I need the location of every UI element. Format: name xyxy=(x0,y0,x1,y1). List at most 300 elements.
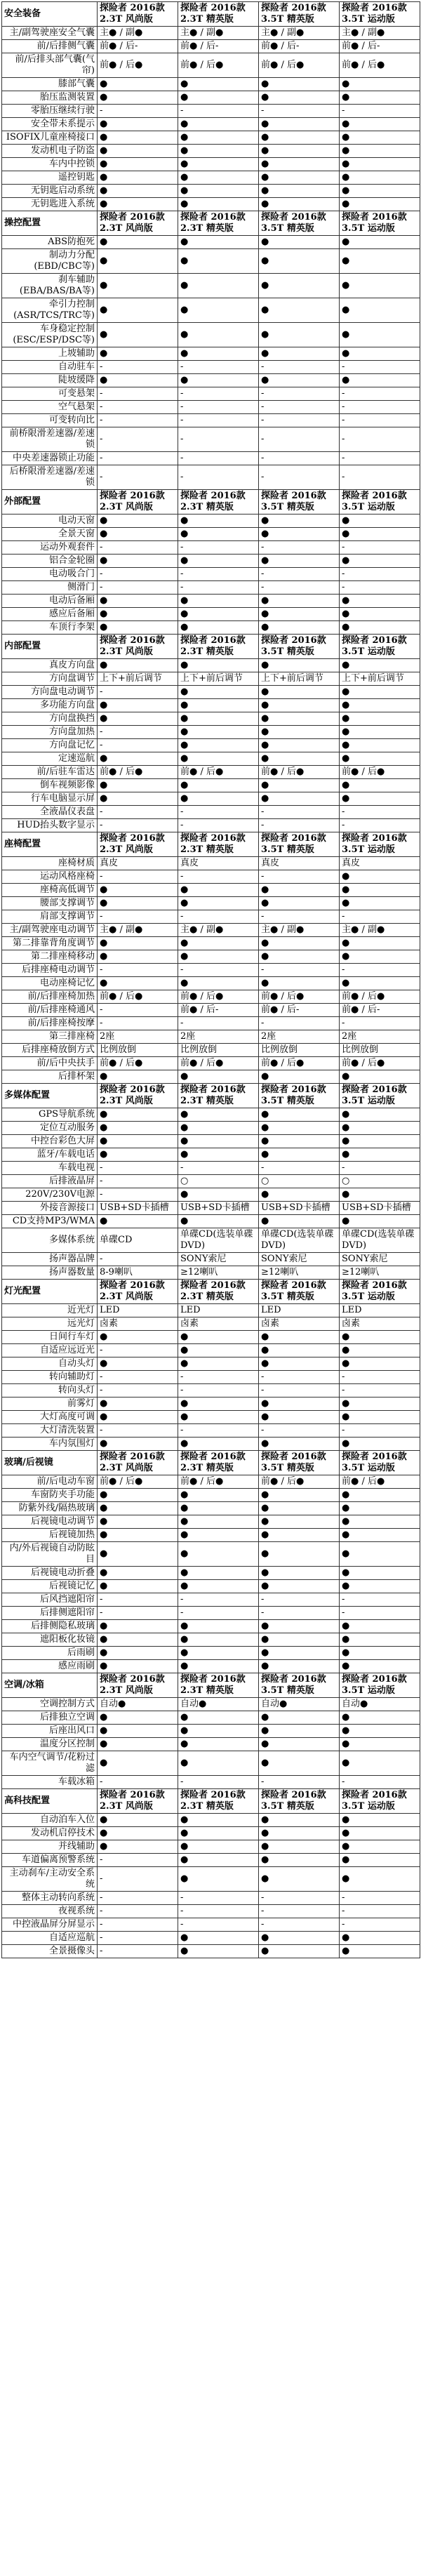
spec-value: - xyxy=(340,401,420,414)
spec-row xyxy=(2,910,420,924)
spec-row xyxy=(2,739,420,752)
spec-value: ● xyxy=(259,1660,340,1673)
spec-value: ● xyxy=(340,1827,420,1840)
spec-label: 发动机电子防盗 xyxy=(2,145,98,158)
spec-value: 卤素 xyxy=(178,1317,259,1331)
spec-row xyxy=(2,1542,420,1567)
spec-row xyxy=(2,528,420,541)
spec-value: - xyxy=(340,1607,420,1620)
spec-row xyxy=(2,1424,420,1438)
spec-value: - xyxy=(98,1892,178,1905)
spec-value: - xyxy=(340,465,420,490)
spec-value: ● xyxy=(259,1633,340,1647)
spec-value: ● xyxy=(178,1620,259,1633)
spec-value: 2座 xyxy=(340,1030,420,1044)
spec-value: ● xyxy=(98,937,178,950)
spec-value: ● xyxy=(98,897,178,910)
spec-value: 自动● xyxy=(340,1698,420,1711)
spec-value: - xyxy=(340,1371,420,1384)
spec-value: 2座 xyxy=(178,1030,259,1044)
spec-value: ● xyxy=(259,1438,340,1451)
spec-row xyxy=(2,1044,420,1057)
spec-value: ● xyxy=(98,1647,178,1660)
spec-value: - xyxy=(340,910,420,924)
spec-row xyxy=(2,1215,420,1228)
spec-value: ● xyxy=(340,1108,420,1122)
spec-value: ● xyxy=(178,1411,259,1424)
spec-label: 定位互动服务 xyxy=(2,1122,98,1135)
spec-row xyxy=(2,347,420,361)
spec-value: ● xyxy=(259,131,340,145)
spec-row xyxy=(2,1918,420,1932)
spec-value: ● xyxy=(259,249,340,274)
spec-row xyxy=(2,1776,420,1789)
spec-row xyxy=(2,1502,420,1515)
spec-label: CD支持MP3/WMA xyxy=(2,1215,98,1228)
model-name: 探险者 2016款 2.3T 精英版 xyxy=(178,1789,259,1814)
spec-value: ● xyxy=(340,298,420,323)
spec-label: 后视镜电动折叠 xyxy=(2,1567,98,1580)
spec-value: ● xyxy=(178,1827,259,1840)
spec-value: - xyxy=(259,1918,340,1932)
spec-value: ● xyxy=(178,1854,259,1867)
spec-row xyxy=(2,1725,420,1738)
spec-table xyxy=(1,1,420,1958)
spec-value: - xyxy=(98,819,178,832)
spec-value: - xyxy=(340,541,420,555)
spec-value: ● xyxy=(259,752,340,766)
spec-page xyxy=(0,1,421,2576)
spec-label: 方向盘加热 xyxy=(2,726,98,739)
spec-value: ● xyxy=(259,1411,340,1424)
spec-value: - xyxy=(259,581,340,595)
spec-label: 后座出风口 xyxy=(2,1725,98,1738)
spec-row xyxy=(2,387,420,401)
spec-value: ● xyxy=(178,897,259,910)
model-name: 探险者 2016款 3.5T 精英版 xyxy=(259,1789,340,1814)
spec-value: 主● / 副● xyxy=(340,27,420,40)
spec-value: ● xyxy=(259,1867,340,1892)
spec-value: 前● / 后- xyxy=(259,1004,340,1017)
spec-label: 电动后备厢 xyxy=(2,595,98,608)
spec-value: ● xyxy=(98,1751,178,1776)
section-header-row xyxy=(2,635,420,659)
spec-value: SONY索尼 xyxy=(259,1253,340,1266)
spec-label: 蓝牙/车载电话 xyxy=(2,1148,98,1162)
model-name: 探险者 2016款 3.5T 运动版 xyxy=(340,2,420,27)
spec-label: 转向头灯 xyxy=(2,1384,98,1397)
spec-value: - xyxy=(98,726,178,739)
spec-value: ● xyxy=(259,1122,340,1135)
model-name: 探险者 2016款 2.3T 精英版 xyxy=(178,832,259,857)
spec-value: ● xyxy=(259,1331,340,1344)
spec-row xyxy=(2,1633,420,1647)
spec-value: ● xyxy=(340,236,420,249)
spec-value: ≥12喇叭 xyxy=(178,1266,259,1280)
spec-value: ● xyxy=(340,528,420,541)
spec-value: ● xyxy=(98,555,178,568)
spec-value: - xyxy=(98,964,178,977)
spec-label: 整体主动转向系统 xyxy=(2,1892,98,1905)
spec-value: ● xyxy=(340,1711,420,1725)
spec-label: 前/后排座椅按摩 xyxy=(2,1017,98,1030)
spec-label: 车道偏离预警系统 xyxy=(2,1854,98,1867)
spec-value: ● xyxy=(259,1738,340,1751)
spec-row xyxy=(2,977,420,990)
spec-value: 主● / 副● xyxy=(259,27,340,40)
spec-value: 前● / 后● xyxy=(178,1475,259,1489)
spec-value: 比例放倒 xyxy=(340,1044,420,1057)
spec-value: ● xyxy=(340,1489,420,1502)
spec-value: ● xyxy=(340,171,420,185)
spec-value: ● xyxy=(98,1515,178,1529)
spec-value: ● xyxy=(340,897,420,910)
spec-value: ● xyxy=(98,1070,178,1084)
spec-row xyxy=(2,924,420,937)
spec-value: ● xyxy=(178,1515,259,1529)
spec-value: ● xyxy=(178,1738,259,1751)
spec-value: 前● / 后● xyxy=(98,1475,178,1489)
spec-value: ● xyxy=(259,1814,340,1827)
spec-value: ● xyxy=(340,158,420,171)
spec-label: 后视镜电动调节 xyxy=(2,1515,98,1529)
spec-value: ● xyxy=(98,1633,178,1647)
spec-value: 主● / 副● xyxy=(340,924,420,937)
spec-label: 空调控制方式 xyxy=(2,1698,98,1711)
spec-value: ● xyxy=(98,1711,178,1725)
spec-value: ≥12喇叭 xyxy=(259,1266,340,1280)
spec-value: 前● / 后● xyxy=(98,766,178,779)
model-name: 探险者 2016款 2.3T 风尚版 xyxy=(98,2,178,27)
spec-value: ● xyxy=(340,726,420,739)
spec-value: ● xyxy=(340,323,420,347)
spec-label: 大灯清洗装置 xyxy=(2,1424,98,1438)
spec-value: ● xyxy=(178,1840,259,1854)
spec-value: ● xyxy=(259,595,340,608)
spec-label: 腰部支撑调节 xyxy=(2,897,98,910)
section-title: 外部配置 xyxy=(2,490,98,514)
spec-value: ● xyxy=(340,608,420,621)
spec-value: 前● / 后● xyxy=(178,990,259,1004)
spec-value: - xyxy=(259,105,340,118)
spec-value: ● xyxy=(178,1711,259,1725)
spec-value: ● xyxy=(98,699,178,712)
spec-value: ● xyxy=(340,78,420,91)
spec-row xyxy=(2,1932,420,1945)
spec-row xyxy=(2,964,420,977)
section-header-row xyxy=(2,1673,420,1698)
spec-row xyxy=(2,1162,420,1175)
spec-value: ● xyxy=(178,792,259,806)
spec-value: ● xyxy=(178,1725,259,1738)
section-header-row xyxy=(2,490,420,514)
spec-value: - xyxy=(259,414,340,427)
spec-value: ● xyxy=(178,1148,259,1162)
spec-value: ● xyxy=(340,937,420,950)
spec-value: - xyxy=(340,1892,420,1905)
spec-value: 前● / 后- xyxy=(340,1004,420,1017)
spec-value: ● xyxy=(178,1529,259,1542)
spec-value: ● xyxy=(340,1148,420,1162)
spec-value: ● xyxy=(259,145,340,158)
model-name: 探险者 2016款 3.5T 运动版 xyxy=(340,832,420,857)
spec-value: - xyxy=(98,1175,178,1188)
spec-value: ● xyxy=(259,91,340,105)
spec-value: ● xyxy=(98,78,178,91)
spec-row xyxy=(2,555,420,568)
spec-label: ISOFIX儿童座椅接口 xyxy=(2,131,98,145)
spec-value: ● xyxy=(259,1932,340,1945)
spec-label: 后排侧隐私玻璃 xyxy=(2,1620,98,1633)
spec-value: ● xyxy=(340,374,420,387)
model-name: 探险者 2016款 2.3T 精英版 xyxy=(178,490,259,514)
spec-value: ● xyxy=(178,977,259,990)
spec-value: ● xyxy=(259,712,340,726)
spec-value: ● xyxy=(98,323,178,347)
spec-label: 倒车视频影像 xyxy=(2,779,98,792)
spec-value: - xyxy=(178,414,259,427)
spec-row xyxy=(2,950,420,964)
spec-value: 单碟CD(选装单碟DVD) xyxy=(259,1228,340,1253)
spec-value: USB+SD卡插槽 xyxy=(259,1202,340,1215)
spec-row xyxy=(2,870,420,884)
spec-value: ● xyxy=(340,595,420,608)
spec-label: 220V/230V电源 xyxy=(2,1188,98,1202)
spec-row xyxy=(2,1814,420,1827)
spec-value: - xyxy=(98,105,178,118)
spec-value: ● xyxy=(340,1751,420,1776)
spec-value: ● xyxy=(259,739,340,752)
spec-value: 比例放倒 xyxy=(178,1044,259,1057)
spec-value: ● xyxy=(340,1135,420,1148)
spec-value: - xyxy=(340,1424,420,1438)
spec-label: 扬声器数量 xyxy=(2,1266,98,1280)
spec-value: ● xyxy=(98,514,178,528)
spec-label: 中央差速器锁止功能 xyxy=(2,452,98,465)
spec-value: ● xyxy=(259,608,340,621)
model-name: 探险者 2016款 3.5T 运动版 xyxy=(340,1789,420,1814)
spec-label: 后排座椅电动调节 xyxy=(2,964,98,977)
spec-value: ● xyxy=(178,1122,259,1135)
spec-value: ● xyxy=(178,185,259,198)
spec-label: 前/后排侧气囊 xyxy=(2,40,98,53)
model-name: 探险者 2016款 2.3T 风尚版 xyxy=(98,1673,178,1698)
section-title: 灯光配置 xyxy=(2,1280,98,1304)
spec-value: ● xyxy=(178,1489,259,1502)
spec-value: 前● / 后● xyxy=(340,766,420,779)
spec-value: 前● / 后● xyxy=(340,990,420,1004)
spec-label: 后排杯架 xyxy=(2,1070,98,1084)
spec-value: - xyxy=(178,1017,259,1030)
spec-value: - xyxy=(259,819,340,832)
spec-value: - xyxy=(340,1162,420,1175)
model-name: 探险者 2016款 2.3T 精英版 xyxy=(178,635,259,659)
spec-value: - xyxy=(259,465,340,490)
spec-label: 多功能方向盘 xyxy=(2,699,98,712)
spec-value: ● xyxy=(340,699,420,712)
spec-value: ● xyxy=(259,1542,340,1567)
spec-label: 后桥限滑差速器/差速锁 xyxy=(2,465,98,490)
spec-value: ● xyxy=(340,779,420,792)
spec-row xyxy=(2,568,420,581)
spec-value: - xyxy=(178,1776,259,1789)
spec-row xyxy=(2,53,420,78)
spec-value: ● xyxy=(178,1188,259,1202)
spec-value: 主● / 副● xyxy=(178,27,259,40)
spec-value: - xyxy=(340,414,420,427)
spec-value: ● xyxy=(340,1854,420,1867)
spec-value: - xyxy=(178,1162,259,1175)
spec-value: ● xyxy=(178,1502,259,1515)
spec-value: - xyxy=(259,1017,340,1030)
spec-value: - xyxy=(178,1593,259,1607)
spec-value: ● xyxy=(98,131,178,145)
spec-value: ● xyxy=(178,1215,259,1228)
spec-value: SONY索尼 xyxy=(340,1253,420,1266)
spec-value: - xyxy=(259,1607,340,1620)
spec-value: ● xyxy=(340,1411,420,1424)
spec-value: ● xyxy=(259,185,340,198)
spec-value: ● xyxy=(178,884,259,897)
spec-row xyxy=(2,1647,420,1660)
spec-label: 大灯高度可调 xyxy=(2,1411,98,1424)
spec-label: 侧滑门 xyxy=(2,581,98,595)
spec-value: ● xyxy=(178,1580,259,1593)
spec-value: ● xyxy=(98,1411,178,1424)
spec-value: - xyxy=(178,1424,259,1438)
spec-row xyxy=(2,1108,420,1122)
spec-value: ● xyxy=(259,699,340,712)
spec-value: ● xyxy=(98,158,178,171)
spec-value: ● xyxy=(340,1344,420,1357)
spec-value: - xyxy=(178,870,259,884)
spec-value: ● xyxy=(178,1814,259,1827)
spec-value: 前● / 后● xyxy=(340,1475,420,1489)
spec-value: - xyxy=(178,541,259,555)
spec-label: 感应后备厢 xyxy=(2,608,98,621)
spec-value: 前● / 后● xyxy=(259,53,340,78)
spec-value: ● xyxy=(259,323,340,347)
spec-value: ● xyxy=(259,78,340,91)
spec-value: ● xyxy=(178,1108,259,1122)
spec-row xyxy=(2,1945,420,1958)
spec-row xyxy=(2,514,420,528)
spec-value: ● xyxy=(178,1647,259,1660)
spec-row xyxy=(2,1620,420,1633)
spec-value: ● xyxy=(178,1542,259,1567)
spec-value: ● xyxy=(340,659,420,672)
spec-row xyxy=(2,198,420,211)
spec-value: ● xyxy=(259,514,340,528)
spec-label: 车内空气调节/花粉过滤 xyxy=(2,1751,98,1776)
spec-row xyxy=(2,792,420,806)
spec-row xyxy=(2,541,420,555)
spec-value: 前● / 后- xyxy=(340,40,420,53)
spec-value: ● xyxy=(178,699,259,712)
spec-label: 自适应远近光 xyxy=(2,1344,98,1357)
spec-value: - xyxy=(98,1004,178,1017)
spec-value: ● xyxy=(178,91,259,105)
spec-value: ● xyxy=(98,884,178,897)
spec-value: ● xyxy=(259,1502,340,1515)
spec-value: ● xyxy=(340,1814,420,1827)
spec-value: ● xyxy=(259,1827,340,1840)
spec-value: LED xyxy=(259,1304,340,1317)
spec-value: ● xyxy=(98,249,178,274)
spec-value: 上下+前后调节 xyxy=(259,672,340,686)
spec-value: - xyxy=(259,1776,340,1789)
spec-label: 行车电脑显示屏 xyxy=(2,792,98,806)
spec-value: - xyxy=(98,1162,178,1175)
spec-row xyxy=(2,1384,420,1397)
spec-row xyxy=(2,581,420,595)
spec-value: ● xyxy=(340,118,420,131)
spec-value: ● xyxy=(98,792,178,806)
spec-value: ● xyxy=(259,158,340,171)
spec-value: - xyxy=(178,452,259,465)
spec-value: 真皮 xyxy=(178,857,259,870)
spec-value: ● xyxy=(259,374,340,387)
spec-row xyxy=(2,1438,420,1451)
spec-value: - xyxy=(178,581,259,595)
spec-value: - xyxy=(98,1932,178,1945)
spec-value: ● xyxy=(178,1945,259,1958)
spec-row xyxy=(2,274,420,298)
spec-row xyxy=(2,158,420,171)
spec-value: ● xyxy=(340,621,420,635)
spec-row xyxy=(2,1202,420,1215)
spec-value: ● xyxy=(259,950,340,964)
spec-value: ● xyxy=(178,347,259,361)
spec-value: - xyxy=(98,1371,178,1384)
spec-value: ● xyxy=(340,1515,420,1529)
spec-value: LED xyxy=(98,1304,178,1317)
spec-value: ● xyxy=(178,950,259,964)
spec-label: 方向盘调节 xyxy=(2,672,98,686)
spec-row xyxy=(2,249,420,274)
spec-label: 自动头灯 xyxy=(2,1357,98,1371)
spec-label: 自动驻车 xyxy=(2,361,98,374)
spec-value: - xyxy=(259,541,340,555)
spec-row xyxy=(2,1711,420,1725)
spec-row xyxy=(2,884,420,897)
spec-value: 前● / 后- xyxy=(98,40,178,53)
spec-value: ● xyxy=(98,171,178,185)
spec-value: ● xyxy=(98,608,178,621)
spec-value: 前● / 后● xyxy=(98,990,178,1004)
spec-row xyxy=(2,779,420,792)
model-name: 探险者 2016款 2.3T 风尚版 xyxy=(98,635,178,659)
spec-value: ● xyxy=(259,884,340,897)
spec-value: 卤素 xyxy=(98,1317,178,1331)
spec-label: 肩部支撑调节 xyxy=(2,910,98,924)
spec-value: ● xyxy=(259,118,340,131)
spec-value: ● xyxy=(178,686,259,699)
spec-value: ● xyxy=(98,145,178,158)
spec-label: 全景天窗 xyxy=(2,528,98,541)
spec-row xyxy=(2,766,420,779)
model-name: 探险者 2016款 3.5T 精英版 xyxy=(259,635,340,659)
spec-value: - xyxy=(98,541,178,555)
spec-value: - xyxy=(98,1593,178,1607)
spec-row xyxy=(2,1057,420,1070)
spec-value: - xyxy=(98,1854,178,1867)
spec-value: 前● / 后● xyxy=(259,1475,340,1489)
spec-value: ● xyxy=(259,1580,340,1593)
spec-label: 座椅高低调节 xyxy=(2,884,98,897)
spec-value: - xyxy=(340,1593,420,1607)
spec-value: ● xyxy=(98,1567,178,1580)
